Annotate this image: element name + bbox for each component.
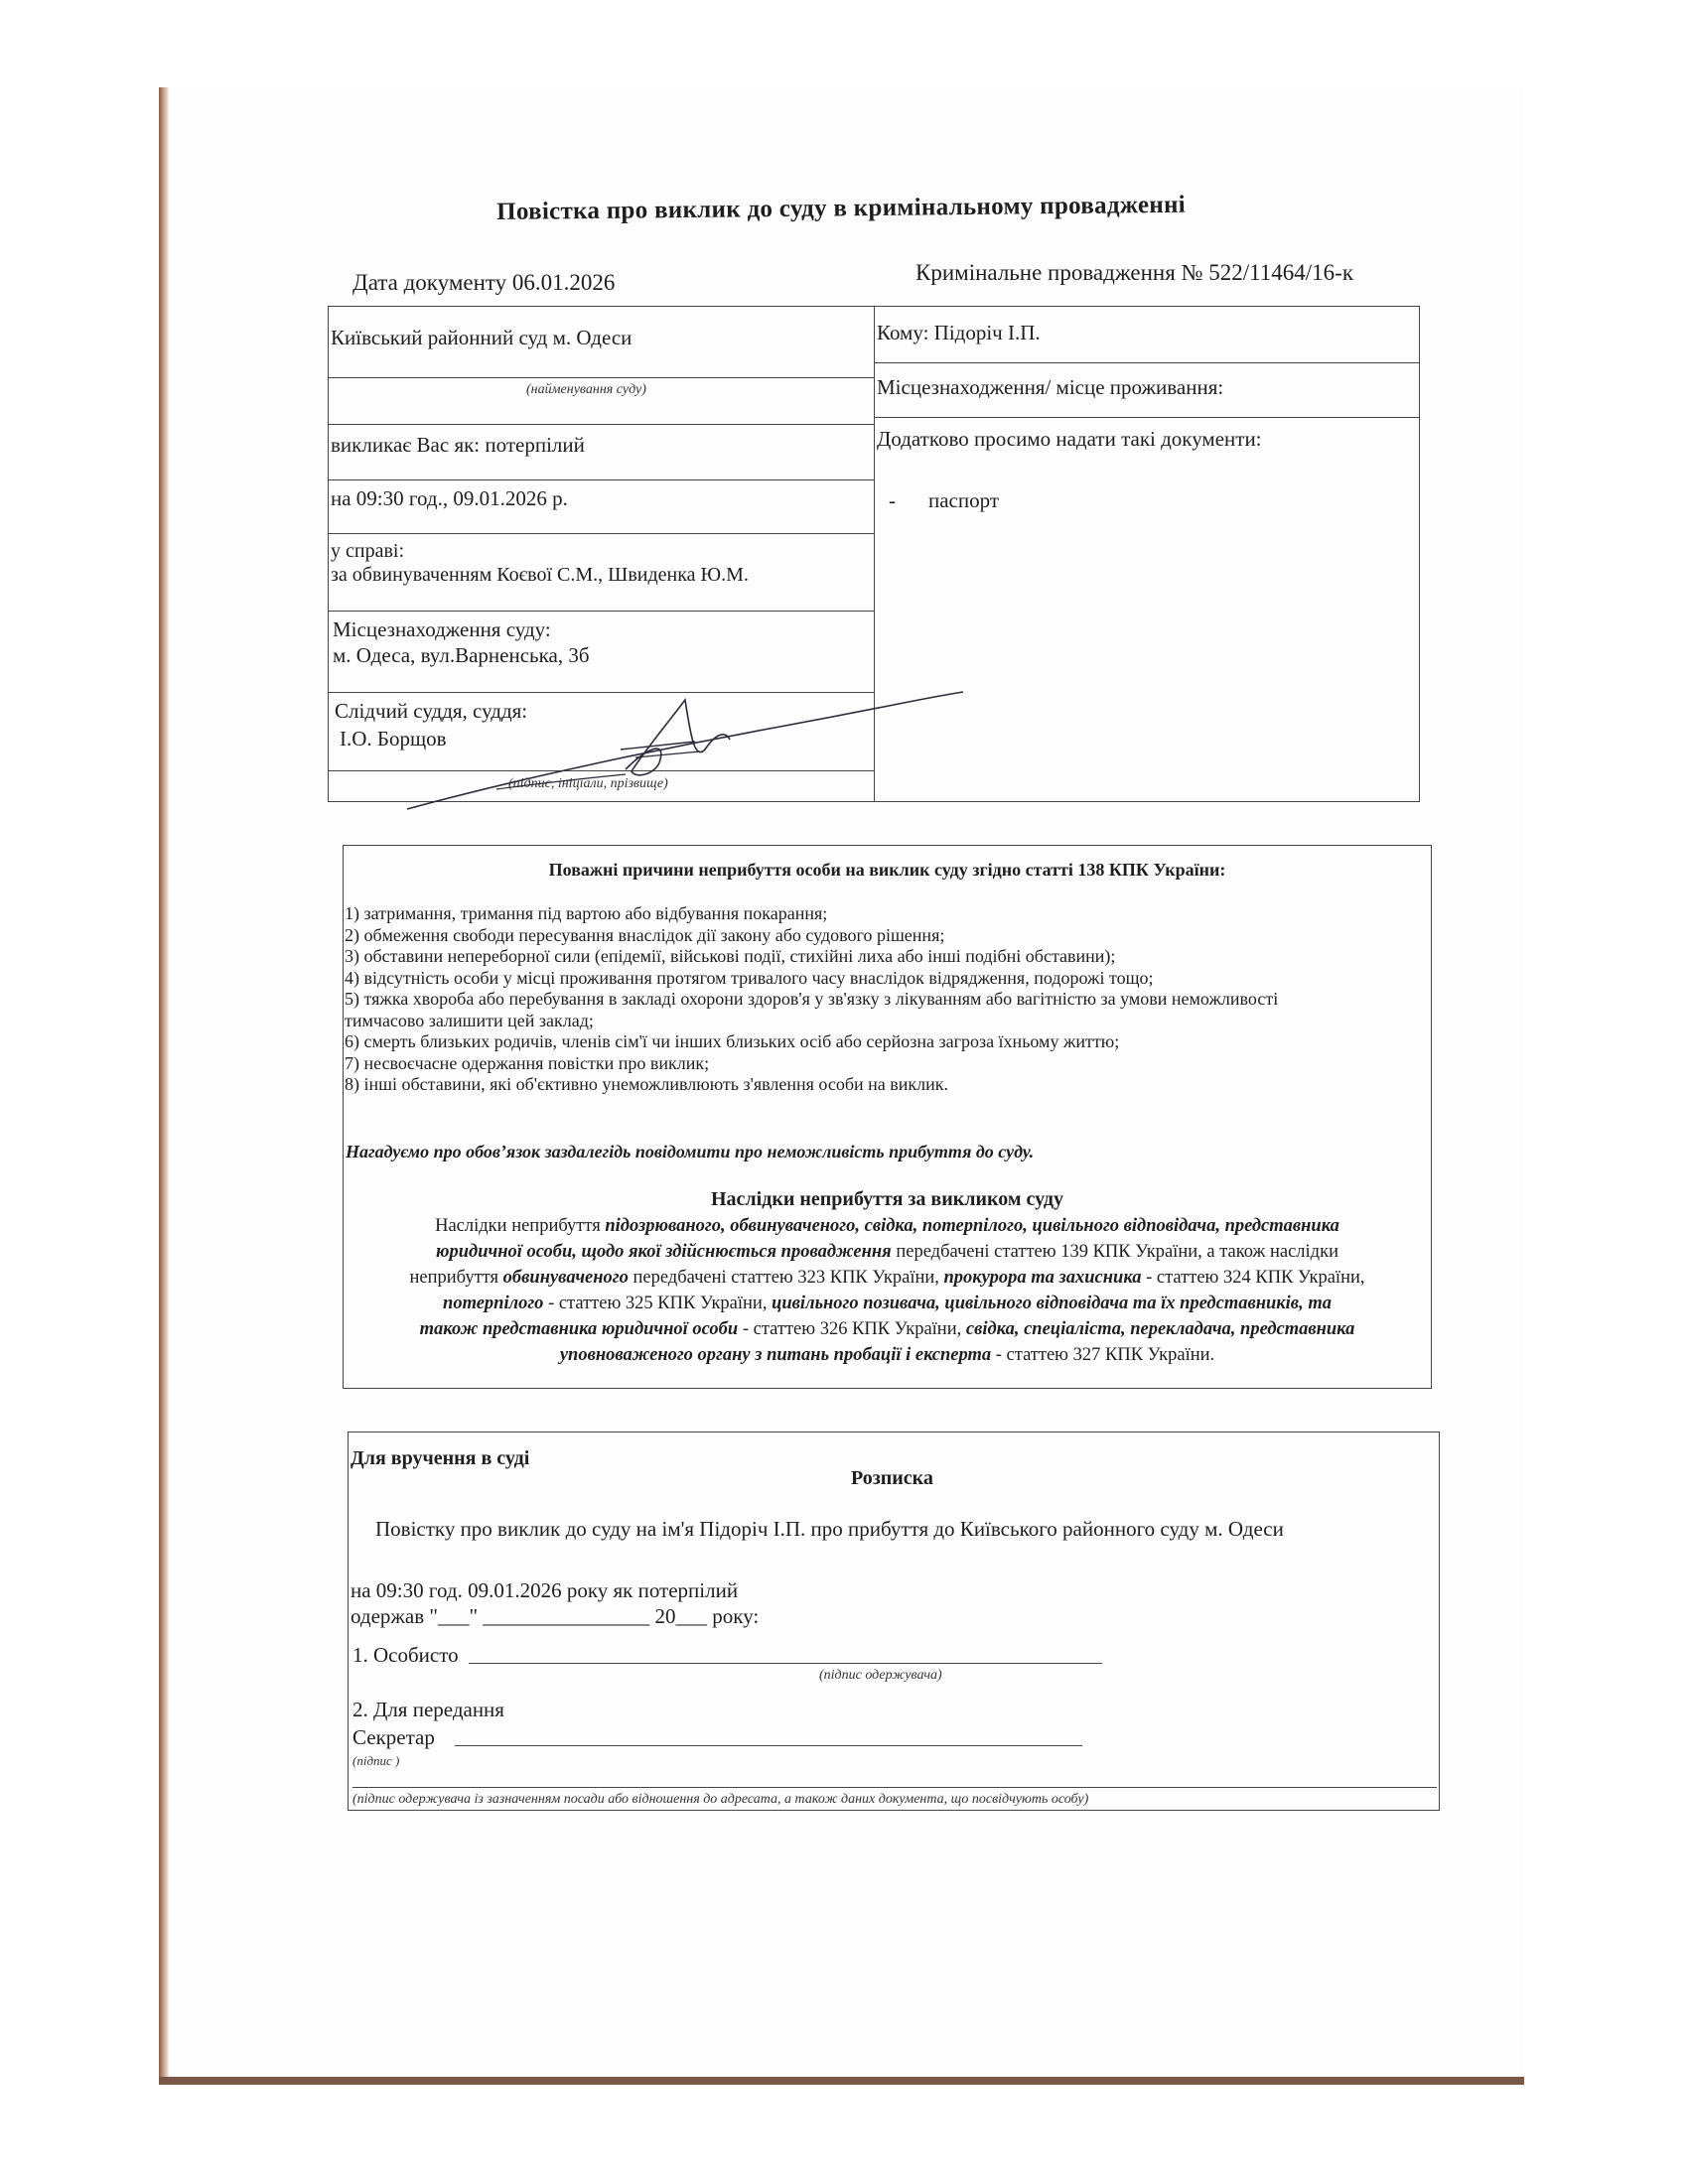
receipt-transfer-label: 2. Для передання (352, 1698, 504, 1721)
reason-item: 3) обставини непереборної сили (епідемії, військові події, стихійні лиха або інші подібні обставини); (345, 946, 1116, 966)
reasons-list (345, 903, 1278, 1096)
consequences-text (348, 1213, 1427, 1368)
cons-text: неприбуття (409, 1268, 503, 1288)
reasons-title: Поважні причини неприбуття особи на виклик суду згідно статті 138 КПК України: (548, 860, 1226, 880)
receipt-title: Розписка (851, 1467, 933, 1489)
judge-signature (397, 680, 973, 819)
cons-emphasis: потерпілого (443, 1294, 544, 1313)
cons-emphasis: прокурора та захисника (943, 1268, 1142, 1288)
cons-emphasis: обвинуваченого (502, 1268, 629, 1288)
cons-text: Наслідки неприбуття (435, 1216, 606, 1236)
document-item-dash: - (889, 488, 896, 512)
recipient-signature-hint: (підпис одержувача) (819, 1668, 942, 1683)
judge-label: Слідчий суддя, суддя: (335, 699, 528, 723)
case-text: за обвинуваченням Коєвої С.М., Швиденка Ю.М. (331, 564, 749, 586)
case-label: у справі: (331, 540, 405, 562)
reason-item: тимчасово залишити цей заклад; (345, 1010, 594, 1030)
cons-text: - статтею 326 КПК України, (738, 1319, 966, 1339)
receipt-line-2: на 09:30 год. 09.01.2026 року як потерпілий (351, 1578, 739, 1602)
row-divider (874, 417, 1420, 418)
row-divider (328, 377, 874, 378)
row-divider (328, 611, 874, 612)
receipt-line-1: Повістку про виклик до суду на ім'я Підоріч І.П. про прибуття до Київського районного суду м. Одеси (375, 1517, 1284, 1541)
cons-emphasis: юридичної особи, щодо якої здійснюється провадження (436, 1242, 892, 1262)
reason-item: 1) затримання, тримання під вартою або відбування покарання; (345, 903, 828, 923)
receipt-footer-line (352, 1787, 1437, 1788)
secretary-sign-hint: (підпис ) (352, 1753, 400, 1768)
cons-text: передбачені статтею 139 КПК України, а також наслідки (891, 1242, 1338, 1262)
court-name: Київський районний суд м. Одеси (331, 326, 633, 349)
row-divider (328, 533, 874, 534)
document-date: Дата документу 06.01.2026 (352, 270, 616, 295)
reason-item: 2) обмеження свободи пересування внаслідок дії закону або судового рішення; (345, 924, 945, 945)
cons-emphasis: підозрюваного, обвинуваченого, свідка, потерпілого, цивільного відповідача, представника (605, 1216, 1339, 1236)
court-location-text: м. Одеса, вул.Варненська, 3б (333, 643, 590, 667)
hearing-datetime: на 09:30 год., 09.01.2026 р. (331, 486, 568, 510)
cons-text: - статтею 324 КПК України, (1141, 1268, 1365, 1288)
cons-emphasis: цивільного позивача, цивільного відповідача та їх представників, та (772, 1294, 1332, 1313)
cons-emphasis: свідка, спеціаліста, перекладача, представника (965, 1319, 1355, 1339)
reason-item: 8) інші обставини, які об'єктивно унеможливлюють з'явлення особи на виклик. (345, 1074, 948, 1094)
receipt-for-court: Для вручення в суді (351, 1447, 530, 1469)
document-item: паспорт (928, 488, 1000, 512)
summons-role: викликає Вас як: потерпілий (331, 433, 585, 457)
row-divider (328, 479, 874, 480)
consequences-title: Наслідки неприбуття за викликом суду (711, 1188, 1063, 1210)
recipient: Кому: Підоріч І.П. (877, 321, 1041, 344)
secretary-signature-line (455, 1745, 1082, 1746)
reason-item: 5) тяжка хвороба або перебування в закладі охорони здоров'я у зв'язку з лікуванням або вагітністю за умови неможливості (345, 989, 1279, 1009)
receipt-personal-label: 1. Особисто (352, 1643, 459, 1667)
case-number: Кримінальне провадження № 522/11464/16-к (915, 260, 1354, 285)
cons-text: - статтею 325 КПК України, (543, 1294, 773, 1313)
court-location-label: Місцезнаходження суду: (333, 617, 551, 641)
court-name-hint: (найменування суду) (526, 382, 646, 397)
recipient-residence-label: Місцезнаходження/ місце проживання: (877, 375, 1224, 399)
reason-item: 7) несвоєчасне одержання повістки про виклик; (345, 1052, 710, 1073)
row-divider (328, 424, 874, 425)
cons-emphasis: уповноваженого органу з питань пробації і експерта (559, 1345, 992, 1365)
receipt-footer-hint: (підпис одержувача із зазначенням посади або відношення до адресата, а також даних документа, що посвідчують особу) (352, 1792, 1089, 1807)
page-edge-bottom (159, 2077, 1524, 2085)
recipient-signature-line (469, 1663, 1102, 1664)
page-edge-left (159, 87, 169, 2083)
document-title: Повістка про виклик до суду в кримінальному провадженні (496, 191, 1187, 225)
signature-hint: (підпис, ініціали, прізвище) (508, 776, 668, 791)
documents-label: Додатково просимо надати такі документи: (877, 427, 1262, 451)
reminder-text: Нагадуємо про обов’язок заздалегідь повідомити про неможливість прибуття до суду. (346, 1142, 1035, 1161)
receipt-secretary-label: Секретар (352, 1725, 435, 1749)
cons-emphasis: також представника юридичної особи (419, 1319, 739, 1339)
cons-text: - статтею 327 КПК України. (991, 1345, 1215, 1365)
row-divider (874, 362, 1420, 363)
judge-name: І.О. Борщов (340, 727, 447, 751)
receipt-line-3: одержав "___" ________________ 20___ року: (351, 1604, 760, 1628)
reason-item: 4) відсутність особи у місці проживання протягом тривалого часу внаслідок відрядження, подорожі тощо; (345, 967, 1154, 988)
cons-text: передбачені статтею 323 КПК України, (628, 1268, 944, 1288)
reason-item: 6) смерть близьких родичів, членів сім'ї чи інших близьких осіб або серйозна загроза їхньому життю; (345, 1031, 1120, 1051)
